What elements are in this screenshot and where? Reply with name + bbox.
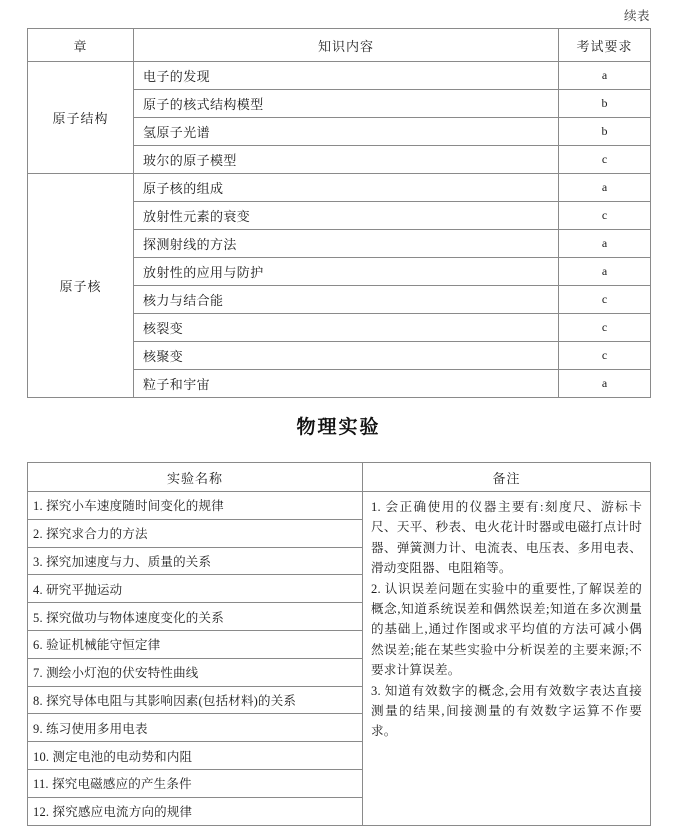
topic-cell: 核聚变 bbox=[134, 342, 559, 370]
experiment-cell: 10. 测定电池的电动势和内阻 bbox=[28, 742, 363, 770]
header-experiment-name: 实验名称 bbox=[28, 463, 363, 492]
topic-cell: 探测射线的方法 bbox=[134, 230, 559, 258]
requirement-cell: c bbox=[559, 314, 651, 342]
requirement-cell: c bbox=[559, 342, 651, 370]
topic-cell: 放射性元素的衰变 bbox=[134, 202, 559, 230]
experiment-cell: 2. 探究求合力的方法 bbox=[28, 519, 363, 547]
experiment-cell: 11. 探究电磁感应的产生条件 bbox=[28, 769, 363, 797]
experiment-cell: 1. 探究小车速度随时间变化的规律 bbox=[28, 492, 363, 520]
topic-cell: 原子核的组成 bbox=[134, 174, 559, 202]
requirement-cell: b bbox=[559, 90, 651, 118]
requirement-cell: a bbox=[559, 370, 651, 398]
topic-cell: 粒子和宇宙 bbox=[134, 370, 559, 398]
topic-cell: 放射性的应用与防护 bbox=[134, 258, 559, 286]
requirement-cell: a bbox=[559, 62, 651, 90]
requirement-cell: a bbox=[559, 258, 651, 286]
experiment-cell: 5. 探究做功与物体速度变化的关系 bbox=[28, 603, 363, 631]
experiment-cell: 9. 练习使用多用电表 bbox=[28, 714, 363, 742]
knowledge-table-header-row bbox=[28, 29, 651, 62]
knowledge-outline-table bbox=[27, 28, 651, 398]
continued-table-label: 续表 bbox=[623, 9, 650, 23]
experiment-cell: 6. 验证机械能守恒定律 bbox=[28, 630, 363, 658]
chapter-cell-atomic-nucleus: 原子核 bbox=[28, 174, 134, 398]
topic-cell: 玻尔的原子模型 bbox=[134, 146, 559, 174]
chapter-cell-atomic-structure: 原子结构 bbox=[28, 62, 134, 174]
experiment-cell: 3. 探究加速度与力、质量的关系 bbox=[28, 547, 363, 575]
topic-cell: 核裂变 bbox=[134, 314, 559, 342]
table-row bbox=[28, 492, 651, 520]
table-row bbox=[28, 62, 651, 90]
remark-paragraph: 3. 知道有效数字的概念,会用有效数字表达直接测量的结果,间接测量的有效数字运算不作要求。 bbox=[371, 683, 642, 739]
table-row bbox=[28, 174, 651, 202]
topic-cell: 氢原子光谱 bbox=[134, 118, 559, 146]
requirement-cell: c bbox=[559, 202, 651, 230]
page-title: 物理实验 bbox=[296, 417, 381, 438]
experiment-list-table bbox=[27, 462, 651, 826]
topic-cell: 原子的核式结构模型 bbox=[134, 90, 559, 118]
topic-cell: 核力与结合能 bbox=[134, 286, 559, 314]
experiment-cell: 8. 探究导体电阻与其影响因素(包括材料)的关系 bbox=[28, 686, 363, 714]
header-remarks: 备注 bbox=[363, 463, 651, 492]
requirement-cell: a bbox=[559, 230, 651, 258]
header-chapter: 章 bbox=[28, 29, 134, 62]
experiment-cell: 12. 探究感应电流方向的规律 bbox=[28, 797, 363, 825]
experiment-table-header-row bbox=[28, 463, 651, 492]
requirement-cell: c bbox=[559, 146, 651, 174]
requirement-cell: a bbox=[559, 174, 651, 202]
requirement-cell: b bbox=[559, 118, 651, 146]
experiment-cell: 4. 研究平抛运动 bbox=[28, 575, 363, 603]
remark-paragraph: 2. 认识误差问题在实验中的重要性,了解误差的概念,知道系统误差和偶然误差;知道在多次测量的基础上,通过作图或求平均值的方法可减小偶然误差;能在某些实验中分析误差的主要来源;不要求计算误差。 bbox=[371, 581, 642, 678]
remarks-cell bbox=[363, 492, 651, 826]
requirement-cell: c bbox=[559, 286, 651, 314]
experiment-cell: 7. 测绘小灯泡的伏安特性曲线 bbox=[28, 658, 363, 686]
remark-paragraph: 1. 会正确使用的仪器主要有:刻度尺、游标卡尺、天平、秒表、电火花计时器或电磁打点计时器、弹簧测力计、电流表、电压表、多用电表、滑动变阻器、电阻箱等。 bbox=[371, 500, 642, 576]
header-content: 知识内容 bbox=[134, 29, 559, 62]
header-requirement: 考试要求 bbox=[559, 29, 651, 62]
topic-cell: 电子的发现 bbox=[134, 62, 559, 90]
